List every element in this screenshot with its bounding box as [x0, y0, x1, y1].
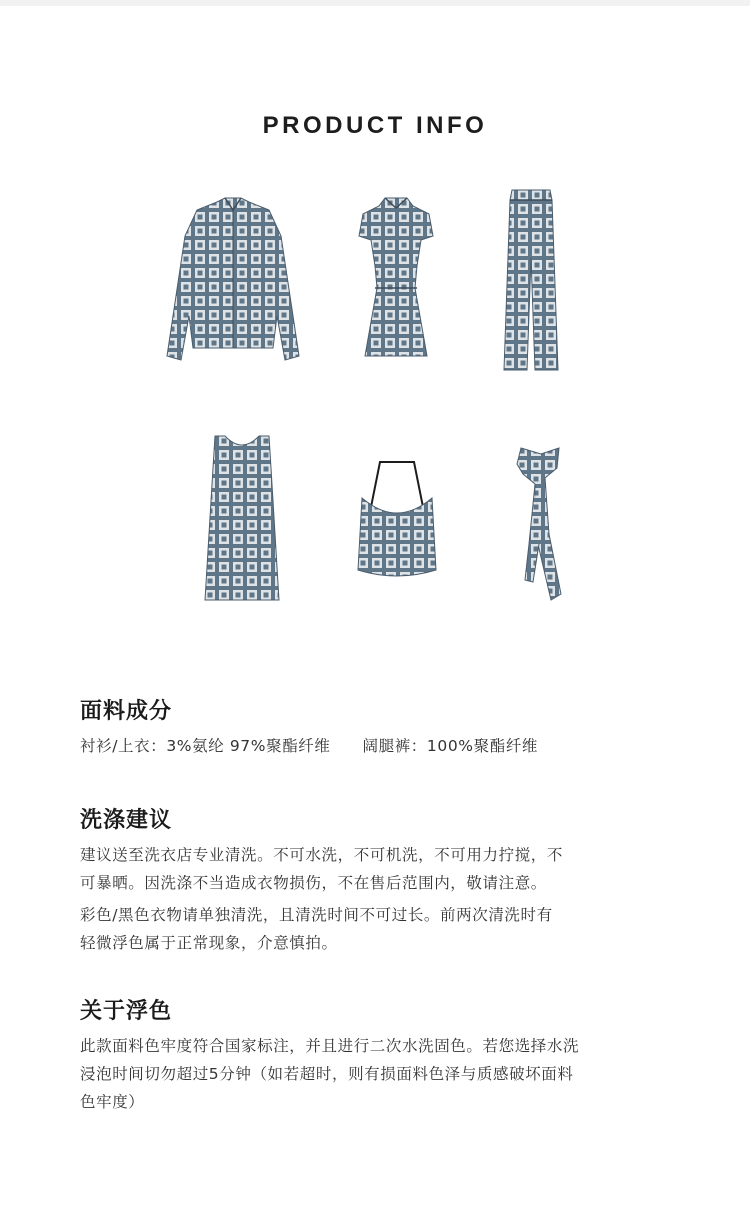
washing-line: 可暴晒。因洗涤不当造成衣物损伤，不在售后范围内，敬请注意。 [80, 874, 547, 892]
shirt-image [165, 196, 301, 364]
washing-line: 轻微浮色属于正常现象，介意慎拍。 [80, 934, 338, 952]
fading-line: 此款面料色牢度符合国家标注，并且进行二次水洗固色。若您选择水洗 [80, 1037, 580, 1055]
pants-composition: 阔腿裤：100%聚酯纤维 [362, 737, 539, 755]
washing-line: 彩色/黑色衣物请单独清洗，且清洗时间不可过长。前两次清洗时有 [80, 906, 553, 924]
fading-text [80, 1032, 690, 1116]
washing-text [80, 841, 690, 957]
fading-line: 浸泡时间切勿超过5分钟（如若超时，则有损面料色泽与质感破坏面料 [80, 1065, 574, 1083]
page-title: PRODUCT INFO [262, 112, 488, 139]
dress-image [355, 196, 437, 360]
fabric-text [80, 732, 690, 760]
shirt-composition: 衬衫/上衣：3%氨纶 97%聚酯纤维 [80, 737, 331, 755]
bag-image [356, 458, 438, 580]
fading-heading: 关于浮色 [80, 999, 173, 1024]
washing-line: 建议送至洗衣店专业清洗。不可水洗，不可机洗，不可用力拧搅，不 [80, 846, 564, 864]
washing-heading: 洗涤建议 [80, 808, 173, 833]
scarf-image [515, 444, 565, 602]
sleeveless-dress-image [203, 434, 281, 602]
wide-pants-image [502, 188, 560, 372]
fading-line: 色牢度） [80, 1093, 145, 1111]
fabric-heading: 面料成分 [80, 699, 173, 724]
top-divider [0, 0, 750, 6]
